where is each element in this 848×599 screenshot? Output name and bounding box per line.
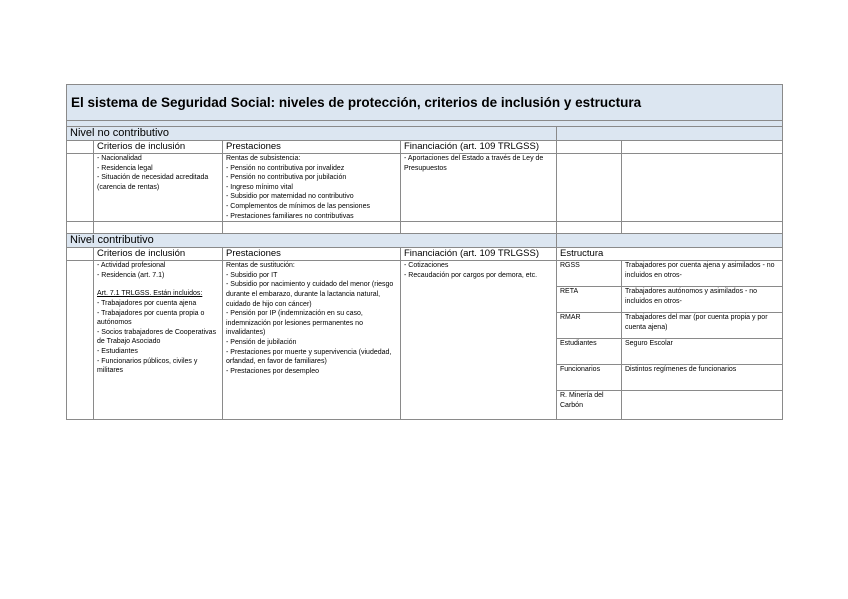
list-item: - Residencia (art. 7.1) — [97, 271, 165, 279]
list-item: - Subsidio por nacimiento y cuidado del menor (riesgo durante el embarazo, durante la lactancia natural, cuidado de hijo con cáncer) — [226, 281, 394, 308]
column-header-criterios: Criterios de inclusión — [94, 248, 223, 261]
list-item: - Subsidio por IT — [226, 271, 278, 279]
column-header-prestaciones: Prestaciones — [223, 141, 401, 154]
financiacion-list — [404, 154, 553, 173]
prestaciones-heading: Rentas de sustitución: — [226, 262, 295, 270]
spacer-row — [67, 222, 783, 234]
list-item: - Recaudación por cargos por demora, etc. — [404, 271, 538, 279]
estructura-name: RMAR — [557, 313, 622, 339]
section-row-contributivo — [67, 234, 783, 248]
estructura-name: RETA — [557, 287, 622, 313]
list-item: - Pensión no contributiva por invalidez — [226, 164, 345, 172]
section-label: Nivel contributivo — [67, 234, 557, 248]
prestaciones-list — [226, 164, 397, 222]
estructura-desc: Seguro Escolar — [622, 339, 783, 365]
prestaciones-list — [226, 271, 397, 377]
prestaciones-heading: Rentas de subsistencia: — [226, 155, 301, 162]
body-row-no-contributivo — [67, 154, 783, 222]
column-header-criterios: Criterios de inclusión — [94, 141, 223, 154]
list-item: - Prestaciones por muerte y supervivencia (viudedad, orfandad, en favor de familiares) — [226, 348, 392, 366]
body-row-contributivo — [67, 261, 783, 287]
estructura-name: RGSS — [557, 261, 622, 287]
list-item: - Situación de necesidad acreditada (carencia de rentas) — [97, 174, 209, 191]
criterios-list — [97, 154, 219, 192]
title-row — [67, 85, 783, 121]
criterios-cell — [94, 261, 223, 420]
header-row-contributivo — [67, 248, 783, 261]
list-item: - Prestaciones familiares no contributivas — [226, 212, 354, 220]
list-item: - Prestaciones por desempleo — [226, 367, 319, 375]
criterios-art-list — [97, 299, 219, 376]
list-item: - Nacionalidad — [97, 155, 142, 162]
financiacion-list — [404, 261, 553, 280]
criterios-cell — [94, 154, 223, 222]
estructura-desc: Distintos regímenes de funcionarios — [622, 365, 783, 391]
column-header-financiacion: Financiación (art. 109 TRLGSS) — [401, 248, 557, 261]
list-item: - Estudiantes — [97, 347, 138, 355]
list-item: - Actividad profesional — [97, 262, 166, 270]
financiacion-cell — [401, 154, 557, 222]
list-item: - Pensión por IP (indemnización en su caso, indemnización por lesiones permanentes no invalidantes) — [226, 310, 363, 337]
estructura-name: Funcionarios — [557, 365, 622, 391]
criterios-art-heading: Art. 7.1 TRLGSS. Están incluidos: — [97, 290, 203, 298]
list-item: - Pensión no contributiva por jubilación — [226, 174, 347, 182]
list-item: - Complementos de mínimos de las pensiones — [226, 202, 370, 210]
header-row-no-contributivo — [67, 141, 783, 154]
list-item: - Aportaciones del Estado a través de Ley de Presupuestos — [404, 155, 544, 172]
list-item: - Subsidio por maternidad no contributivo — [226, 193, 354, 201]
list-item: - Funcionarios públicos, civiles y militares — [97, 357, 198, 375]
financiacion-cell — [401, 261, 557, 420]
criterios-list — [97, 261, 219, 280]
estructura-desc — [622, 391, 783, 420]
page-title: El sistema de Seguridad Social: niveles de protección, criterios de inclusión y estructura — [67, 85, 783, 121]
list-item: - Cotizaciones — [404, 262, 449, 270]
document-sheet — [66, 84, 782, 420]
column-header-prestaciones: Prestaciones — [223, 248, 401, 261]
column-header-estructura: Estructura — [557, 248, 783, 261]
section-label: Nivel no contributivo — [67, 127, 557, 141]
list-item: - Trabajadores por cuenta ajena — [97, 299, 197, 307]
list-item: - Pensión de jubilación — [226, 338, 297, 346]
estructura-name: Estudiantes — [557, 339, 622, 365]
list-item: - Trabajadores por cuenta propia o autónomos — [97, 309, 205, 327]
social-security-table — [66, 84, 783, 420]
prestaciones-cell — [223, 154, 401, 222]
section-row-no-contributivo — [67, 127, 783, 141]
list-item: - Ingreso mínimo vital — [226, 183, 293, 191]
list-item: - Residencia legal — [97, 164, 153, 172]
estructura-desc: Trabajadores por cuenta ajena y asimilados - no incluidos en otros- — [622, 261, 783, 287]
estructura-desc: Trabajadores autónomos y asimilados - no incluidos en otros- — [622, 287, 783, 313]
prestaciones-cell — [223, 261, 401, 420]
estructura-desc: Trabajadores del mar (por cuenta propia y por cuenta ajena) — [622, 313, 783, 339]
list-item: - Socios trabajadores de Cooperativas de Trabajo Asociado — [97, 328, 217, 346]
column-header-financiacion: Financiación (art. 109 TRLGSS) — [401, 141, 557, 154]
estructura-name: R. Minería del Carbón — [557, 391, 622, 420]
